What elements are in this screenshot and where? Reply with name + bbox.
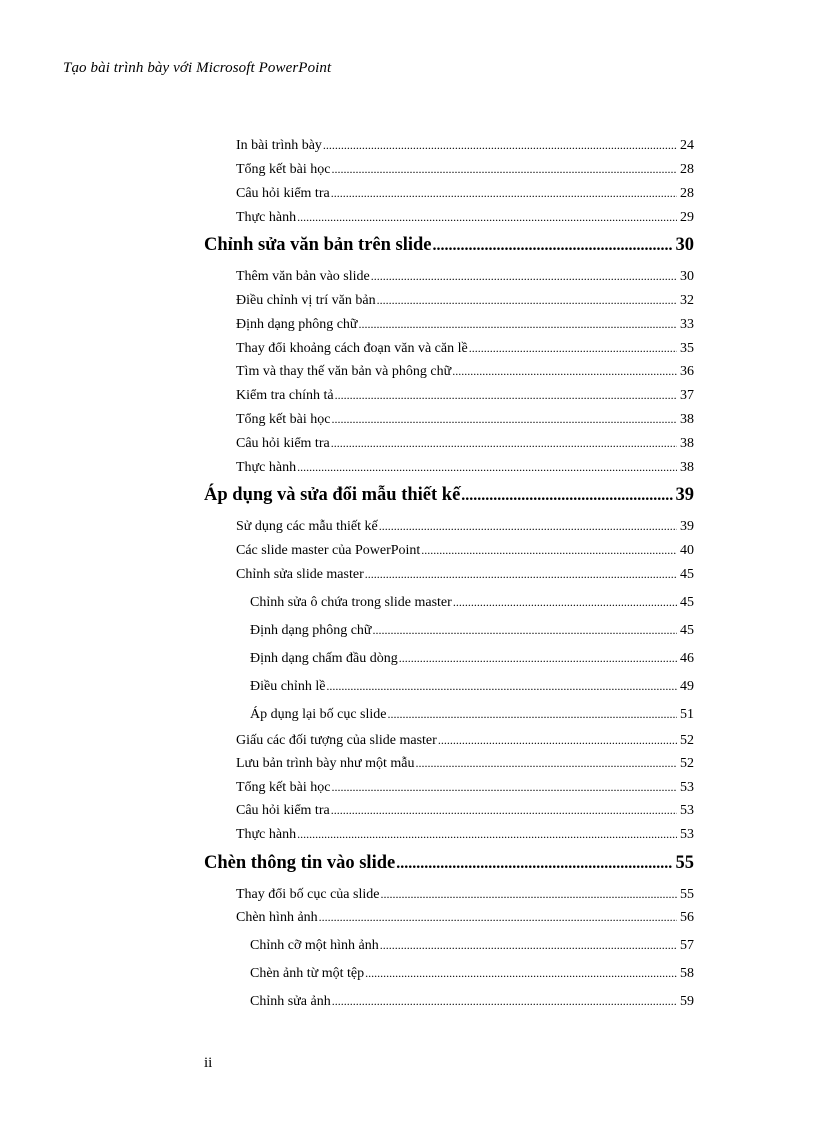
toc-subentry[interactable] [250, 677, 694, 696]
toc-entry[interactable] [236, 778, 694, 797]
toc-entry-title: Kiểm tra chính tả [236, 388, 334, 403]
dot-leader [365, 964, 677, 982]
toc-entry-title: Chỉnh sửa slide master [236, 567, 364, 582]
toc-entry[interactable] [236, 434, 694, 453]
toc-entry-page: 53 [680, 780, 694, 795]
toc-entry[interactable] [236, 801, 694, 820]
toc-entry[interactable] [236, 267, 694, 286]
toc-entry[interactable] [236, 291, 694, 310]
toc-entry-page: 39 [680, 519, 694, 534]
toc-entry[interactable] [236, 825, 694, 844]
dot-leader [469, 339, 677, 357]
dot-leader [331, 160, 677, 178]
dot-leader [399, 649, 677, 667]
toc-entry-title: Áp dụng lại bố cục slide [250, 707, 387, 722]
dot-leader [331, 778, 677, 796]
toc-entry[interactable] [236, 208, 694, 227]
dot-leader [331, 184, 677, 202]
dot-leader [379, 517, 677, 535]
toc-entry-title: Thực hành [236, 210, 297, 225]
toc-entry[interactable] [236, 517, 694, 536]
toc-entry[interactable] [236, 315, 694, 334]
toc-entry-title: Thay đổi khoảng cách đoạn văn và căn lề [236, 341, 468, 356]
dot-leader [331, 434, 677, 452]
toc-entry-page: 40 [680, 543, 694, 558]
dot-leader [380, 885, 677, 903]
toc-entry-title: Định dạng phông chữ [236, 317, 358, 332]
toc-entry-page: 53 [680, 827, 694, 842]
toc-subentry[interactable] [250, 649, 694, 668]
toc-subentry[interactable] [250, 964, 694, 983]
toc-entry[interactable] [236, 160, 694, 179]
toc-entry-title: Tổng kết bài học [236, 412, 331, 427]
toc-entry-title: Chỉnh sửa ô chứa trong slide master [250, 595, 452, 610]
toc-entry-page: 52 [680, 733, 694, 748]
toc-entry-page: 24 [680, 138, 694, 153]
toc-entry-page: 58 [680, 966, 694, 981]
toc-entry-page: 37 [680, 388, 694, 403]
dot-leader [371, 267, 677, 285]
toc-entry-page: 32 [680, 293, 694, 308]
dot-leader [319, 908, 677, 926]
toc-entry-page: 38 [680, 412, 694, 427]
toc-entry-page: 45 [680, 623, 694, 638]
toc-entry-page: 35 [680, 341, 694, 356]
toc-entry[interactable] [236, 184, 694, 203]
dot-leader [331, 410, 677, 428]
toc-entry-title: Chèn hình ảnh [236, 910, 318, 925]
dot-leader [438, 731, 677, 749]
toc-entry-title: Định dạng phông chữ [250, 623, 372, 638]
toc-entry-title: Thực hành [236, 827, 297, 842]
toc-subentry[interactable] [250, 705, 694, 724]
toc-entry-title: Điều chỉnh lề [250, 679, 326, 694]
toc-entry-page: 38 [680, 436, 694, 451]
toc-entry-title: Sử dụng các mẫu thiết kế [236, 519, 378, 534]
toc-entry[interactable] [236, 885, 694, 904]
toc-entry-title: Câu hỏi kiểm tra [236, 186, 330, 201]
toc-entry-title: Câu hỏi kiểm tra [236, 436, 330, 451]
toc-entry-page: 38 [680, 460, 694, 475]
toc-chapter-title: Áp dụng và sửa đổi mẫu thiết kế [204, 485, 461, 505]
toc-entry[interactable] [236, 136, 694, 155]
toc-entry-title: Tổng kết bài học [236, 162, 331, 177]
dot-leader [377, 291, 677, 309]
dot-leader [380, 936, 677, 954]
toc-entry-title: Thực hành [236, 460, 297, 475]
dot-leader [335, 386, 677, 404]
dot-leader [387, 705, 677, 723]
toc-entry-title: Chỉnh sửa ảnh [250, 994, 331, 1009]
toc-entry-page: 52 [680, 756, 694, 771]
dot-leader [323, 136, 677, 154]
dot-leader [332, 992, 677, 1010]
toc-chapter[interactable] [204, 852, 694, 875]
toc-entry-page: 45 [680, 595, 694, 610]
toc-entry-page: 46 [680, 651, 694, 666]
dot-leader [297, 825, 677, 843]
toc-chapter-page: 30 [675, 235, 694, 255]
toc-entry-title: Định dạng chấm đầu dòng [250, 651, 398, 666]
toc-entry-title: Chèn ảnh từ một tệp [250, 966, 365, 981]
toc-chapter-page: 55 [675, 853, 694, 873]
dot-leader [373, 621, 677, 639]
toc-entry-title: Tìm và thay thế văn bản và phông chữ [236, 364, 452, 379]
toc-entry-title: Thêm văn bản vào slide [236, 269, 370, 284]
toc-entry-title: Giấu các đối tượng của slide master [236, 733, 437, 748]
toc-entry[interactable] [236, 410, 694, 429]
page-number: ii [204, 1055, 213, 1071]
toc-entry-title: Tổng kết bài học [236, 780, 331, 795]
toc-entry-page: 36 [680, 364, 694, 379]
toc-entry-page: 53 [680, 803, 694, 818]
dot-leader [297, 458, 677, 476]
dot-leader [452, 362, 677, 380]
toc-entry-page: 55 [680, 887, 694, 902]
toc-entry-title: Điều chỉnh vị trí văn bản [236, 293, 376, 308]
toc-chapter-title: Chèn thông tin vào slide [204, 853, 396, 873]
dot-leader [359, 315, 677, 333]
toc-entry[interactable] [236, 458, 694, 477]
toc-entry[interactable] [236, 362, 694, 381]
toc-entry[interactable] [236, 386, 694, 405]
toc-entry-title: Câu hỏi kiểm tra [236, 803, 330, 818]
toc-subentry[interactable] [250, 992, 694, 1011]
toc-entry-page: 28 [680, 186, 694, 201]
toc-subentry[interactable] [250, 593, 694, 612]
toc-entry[interactable] [236, 339, 694, 358]
dot-leader [433, 235, 673, 257]
toc-entry-page: 33 [680, 317, 694, 332]
toc-chapter[interactable] [204, 234, 694, 257]
dot-leader [421, 541, 677, 559]
toc-entry-title: In bài trình bày [236, 138, 322, 153]
toc-entry-title: Các slide master của PowerPoint [236, 543, 421, 558]
toc-entry-title: Lưu bản trình bày như một mẫu [236, 756, 415, 771]
toc-subentry[interactable] [250, 936, 694, 955]
toc-entry-page: 56 [680, 910, 694, 925]
dot-leader [297, 208, 677, 226]
dot-leader [396, 853, 672, 875]
toc-subentry[interactable] [250, 621, 694, 640]
dot-leader [415, 754, 677, 772]
toc-entry-page: 57 [680, 938, 694, 953]
dot-leader [331, 801, 677, 819]
toc-entry[interactable] [236, 565, 694, 584]
toc-entry[interactable] [236, 731, 694, 750]
toc-entry-title: Chỉnh cỡ một hình ảnh [250, 938, 379, 953]
dot-leader [453, 593, 677, 611]
toc-entry-page: 45 [680, 567, 694, 582]
toc-entry-page: 51 [680, 707, 694, 722]
toc-entry-page: 59 [680, 994, 694, 1009]
toc-chapter-title: Chỉnh sửa văn bản trên slide [204, 235, 432, 255]
toc-chapter[interactable] [204, 484, 694, 507]
dot-leader [326, 677, 677, 695]
running-header: Tạo bài trình bày với Microsoft PowerPoint [63, 60, 332, 76]
toc-entry-page: 28 [680, 162, 694, 177]
dot-leader [461, 485, 672, 507]
toc-entry[interactable] [236, 754, 694, 773]
toc-entry-title: Thay đổi bố cục của slide [236, 887, 380, 902]
toc-chapter-page: 39 [675, 485, 694, 505]
toc-entry-page: 49 [680, 679, 694, 694]
toc-entry-page: 30 [680, 269, 694, 284]
toc-entry[interactable] [236, 908, 694, 927]
dot-leader [365, 565, 677, 583]
toc-entry[interactable] [236, 541, 694, 560]
toc-entry-page: 29 [680, 210, 694, 225]
